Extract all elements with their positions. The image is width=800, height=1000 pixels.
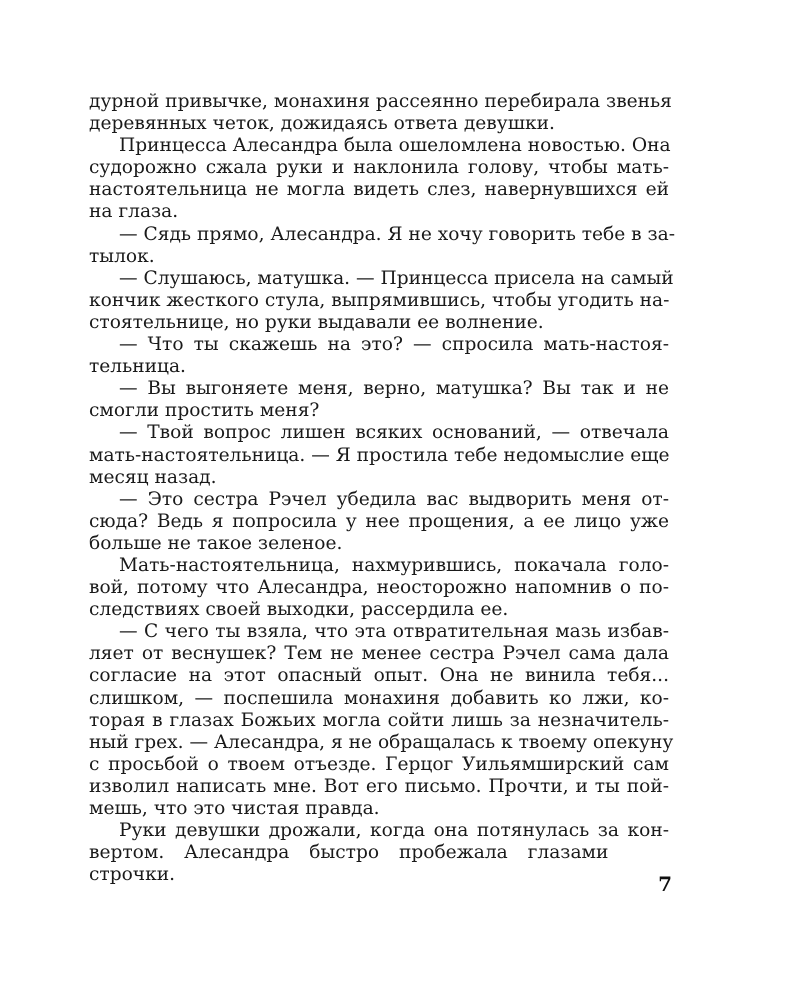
text-line: — Слушаюсь, матушка. — Принцесса присела на самый: [119, 267, 674, 289]
text-line: Мать-настоятельница, нахмурившись, покачала голо-: [119, 554, 669, 576]
text-line: — Твой вопрос лишен всяких оснований, — отвечала: [119, 422, 669, 444]
text-line: тельница.: [89, 356, 186, 378]
text-line: ный грех. — Алесандра, я не обращалась к твоему опекуну: [89, 731, 674, 753]
text-line: на глаза.: [89, 201, 179, 223]
text-line: строчки.: [89, 864, 176, 886]
text-line: больше не такое зеленое.: [89, 532, 343, 554]
text-line: согласие на этот опасный опыт. Она не винила тебя...: [89, 665, 669, 687]
body-text: [89, 91, 676, 886]
text-line: сюда? Ведь я попросила у нее прощения, а ее лицо уже: [89, 510, 669, 532]
text-line: ляет от веснушек? Тем не менее сестра Рэчел сама дала: [89, 643, 669, 665]
text-line: стоятельнице, но руки выдавали ее волнение.: [89, 311, 544, 333]
text-line: слишком, — поспешила монахиня добавить ко лжи, ко-: [89, 687, 669, 709]
text-line: с просьбой о твоем отъезде. Герцог Уильямширский сам: [89, 753, 669, 775]
text-line: судорожно сжала руки и наклонила голову, чтобы мать-: [89, 157, 669, 179]
text-line: — Это сестра Рэчел убедила вас выдворить меня от-: [119, 488, 669, 510]
text-line: изволил написать мне. Вот его письмо. Прочти, и ты пой-: [89, 775, 669, 797]
text-line: следствиях своей выходки, рассердила ее.: [89, 599, 509, 621]
text-line: тылок.: [89, 245, 155, 267]
text-line: Принцесса Алесандра была ошеломлена новостью. Она: [119, 135, 671, 157]
text-line: мешь, что это чистая правда.: [89, 798, 380, 819]
text-line: мать-настоятельница. — Я простила тебе недомыслие еще: [89, 444, 670, 466]
text-line: дурной привычке, монахиня рассеянно перебирала звенья: [89, 91, 672, 112]
text-line: деревянных четок, дожидаясь ответа девушки.: [89, 113, 555, 135]
text-line: Руки девушки дрожали, когда она потянулась за кон-: [119, 820, 669, 842]
text-line: кончик жесткого стула, выпрямившись, чтобы угодить на-: [89, 289, 670, 311]
text-line: месяц назад.: [89, 466, 217, 488]
page-number: 7: [658, 872, 672, 896]
text-line: — Сядь прямо, Алесандра. Я не хочу говорить тебе в за-: [119, 223, 676, 245]
text-line: настоятельница не могла видеть слез, навернувшихся ей: [89, 179, 669, 201]
text-line: вой, потому что Алесандра, неосторожно напомнив о по-: [89, 577, 669, 599]
text-line: смогли простить меня?: [89, 400, 320, 422]
text-line: торая в глазах Божьих могла сойти лишь за незначитель-: [89, 709, 669, 731]
text-line: вертом. Алесандра быстро пробежала глазами: [89, 842, 609, 864]
text-line: — С чего ты взяла, что эта отвратительная мазь избав-: [119, 621, 669, 643]
text-line: — Вы выгоняете меня, верно, матушка? Вы так и не: [119, 378, 669, 400]
text-line: — Что ты скажешь на это? — спросила мать-настоя-: [119, 334, 669, 356]
